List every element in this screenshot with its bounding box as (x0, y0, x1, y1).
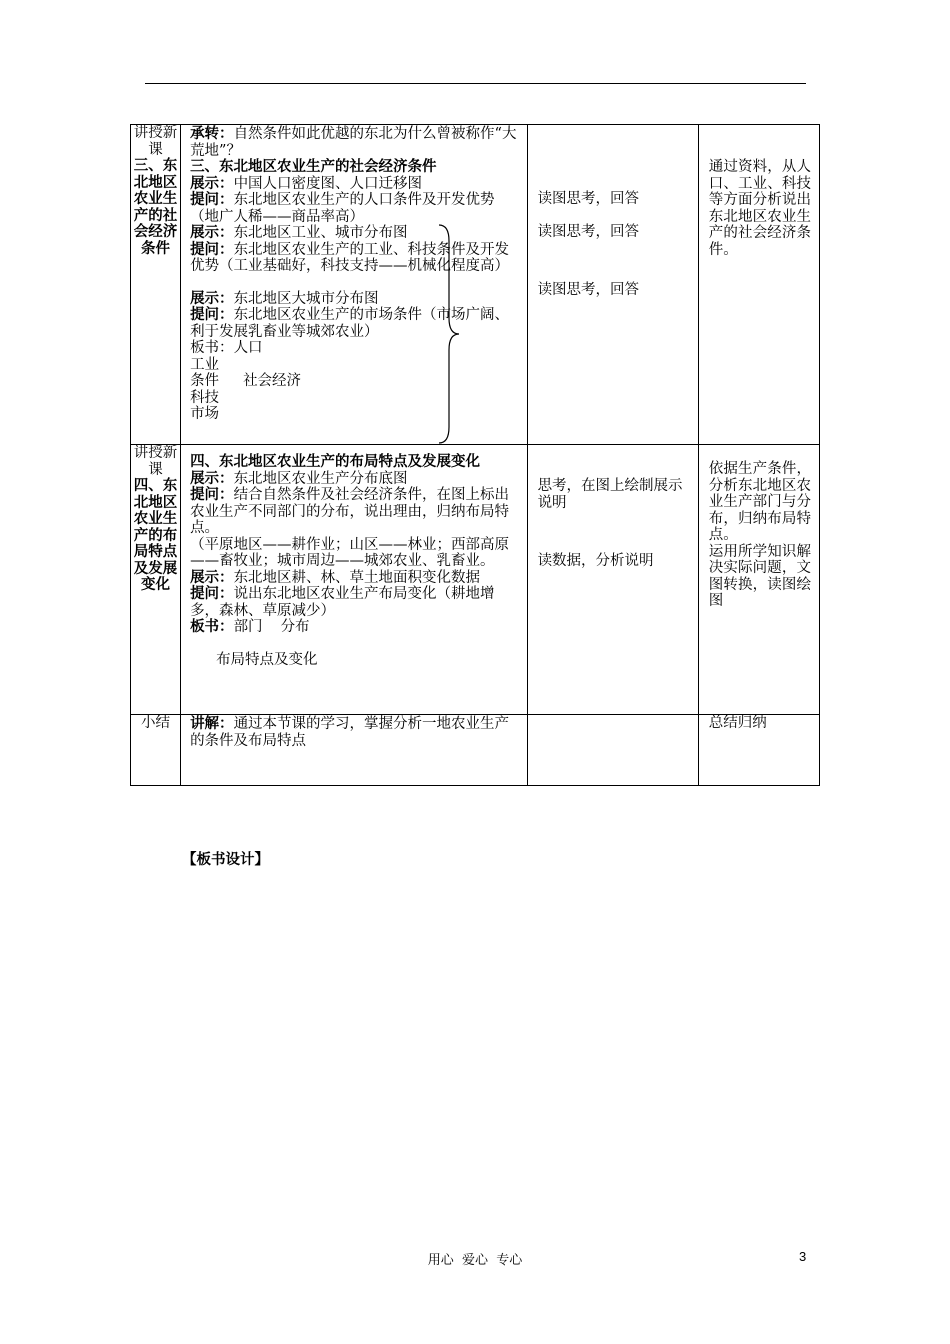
teacher-activity-cell (181, 125, 528, 445)
paragraph: 提问：说出东北地区农业生产布局变化（耕地增多，森林、草原减少） (190, 585, 495, 619)
lesson-table (130, 124, 820, 786)
design-intent: 总结归纳 (708, 715, 767, 731)
paragraph: 提问：结合自然条件及社会经济条件，在图上标出农业生产不同部门的分布，说出理由，归纳布局特点。 (190, 486, 510, 536)
design-intent-cell (698, 445, 819, 715)
stage-topic: 三、东北地区农业生产的社会经济条件 (133, 157, 178, 257)
student-activity-cell (527, 445, 698, 715)
design-intent: 依据生产条件，分析东北地区农业生产部门与分布，归纳布局特点。 (708, 461, 811, 543)
teacher-activity-cell (181, 445, 528, 715)
paragraph: 展示：东北地区工业、城市分布图 (190, 224, 408, 241)
student-activity: 读图思考，回答 (537, 191, 640, 207)
paragraph: （平原地区——耕作业；山区——林业；西部高原——畜牧业；城市周边——城郊农业、乳畜业。 (190, 536, 510, 569)
paragraph: 展示：中国人口密度图、人口迁移图 (190, 174, 423, 192)
design-intent-cell (698, 125, 819, 445)
board-notes: 布局特点及变化 (216, 651, 318, 668)
paragraph: 提问：东北地区农业生产的市场条件（市场广阔、利于发展乳畜业等城郊农业） (190, 306, 510, 340)
board-design-title: 【板书设计】 (182, 851, 269, 868)
paragraph: 讲解：通过本节课的学习，掌握分析一地农业生产的条件及布局特点 (190, 715, 510, 749)
table-row (131, 445, 820, 715)
student-activity: 读数据，分析说明 (537, 553, 654, 569)
stage-label: 小结 (141, 715, 171, 731)
stage-label: 讲授新课 (133, 445, 178, 478)
stage-cell (131, 715, 181, 786)
paragraph: 展示：东北地区大城市分布图 (190, 289, 379, 307)
stage-topic: 四、东北地区农业生产的布局特点及发展变化 (133, 477, 178, 593)
design-intent: 通过资料，从人口、工业、科技等方面分析说出东北地区农业生产的社会经济条件。 (708, 159, 811, 258)
stage-label: 讲授新课 (133, 125, 178, 158)
paragraph: 提问：东北地区农业生产的人口条件及开发优势（地广人稀——商品率高） (190, 191, 495, 225)
student-activity-cell (527, 715, 698, 786)
stage-cell (131, 125, 181, 445)
table-row (131, 125, 820, 445)
board-notes: 板书：部门 分布 (190, 618, 310, 635)
student-activity: 读图思考，回答 (537, 223, 640, 240)
section-heading: 三、东北地区农业生产的社会经济条件 (190, 158, 437, 175)
design-intent-cell (698, 715, 819, 786)
paragraph: 承转：自然条件如此优越的东北为什么曾被称作“大荒地”？ (190, 125, 517, 159)
section-heading: 四、东北地区农业生产的布局特点及发展变化 (190, 453, 481, 470)
table-row (131, 715, 820, 786)
page-number: 3 (799, 1249, 807, 1264)
student-activity: 思考，在图上绘制展示说明 (537, 478, 683, 511)
stage-cell (131, 445, 181, 715)
board-notes: 板书：人口 工业 条件 社会经济 科技 市场 (190, 340, 302, 422)
student-activity-cell (527, 125, 698, 445)
curly-brace-icon (437, 223, 461, 445)
teacher-activity-cell (181, 715, 528, 786)
paragraph: 展示：东北地区耕、林、草土地面积变化数据 (190, 568, 481, 586)
paragraph: 展示：东北地区农业生产分布底图 (190, 469, 408, 487)
student-activity: 读图思考，回答 (537, 282, 640, 298)
footer-motto: 用心 爱心 专心 (427, 1253, 523, 1268)
header-rule (145, 83, 806, 84)
design-intent: 运用所学知识解决实际问题，文图转换，读图绘图 (708, 543, 811, 609)
paragraph: 提问：东北地区农业生产的工业、科技条件及开发优势（工业基础好，科技支持——机械化程度高） (190, 240, 510, 274)
